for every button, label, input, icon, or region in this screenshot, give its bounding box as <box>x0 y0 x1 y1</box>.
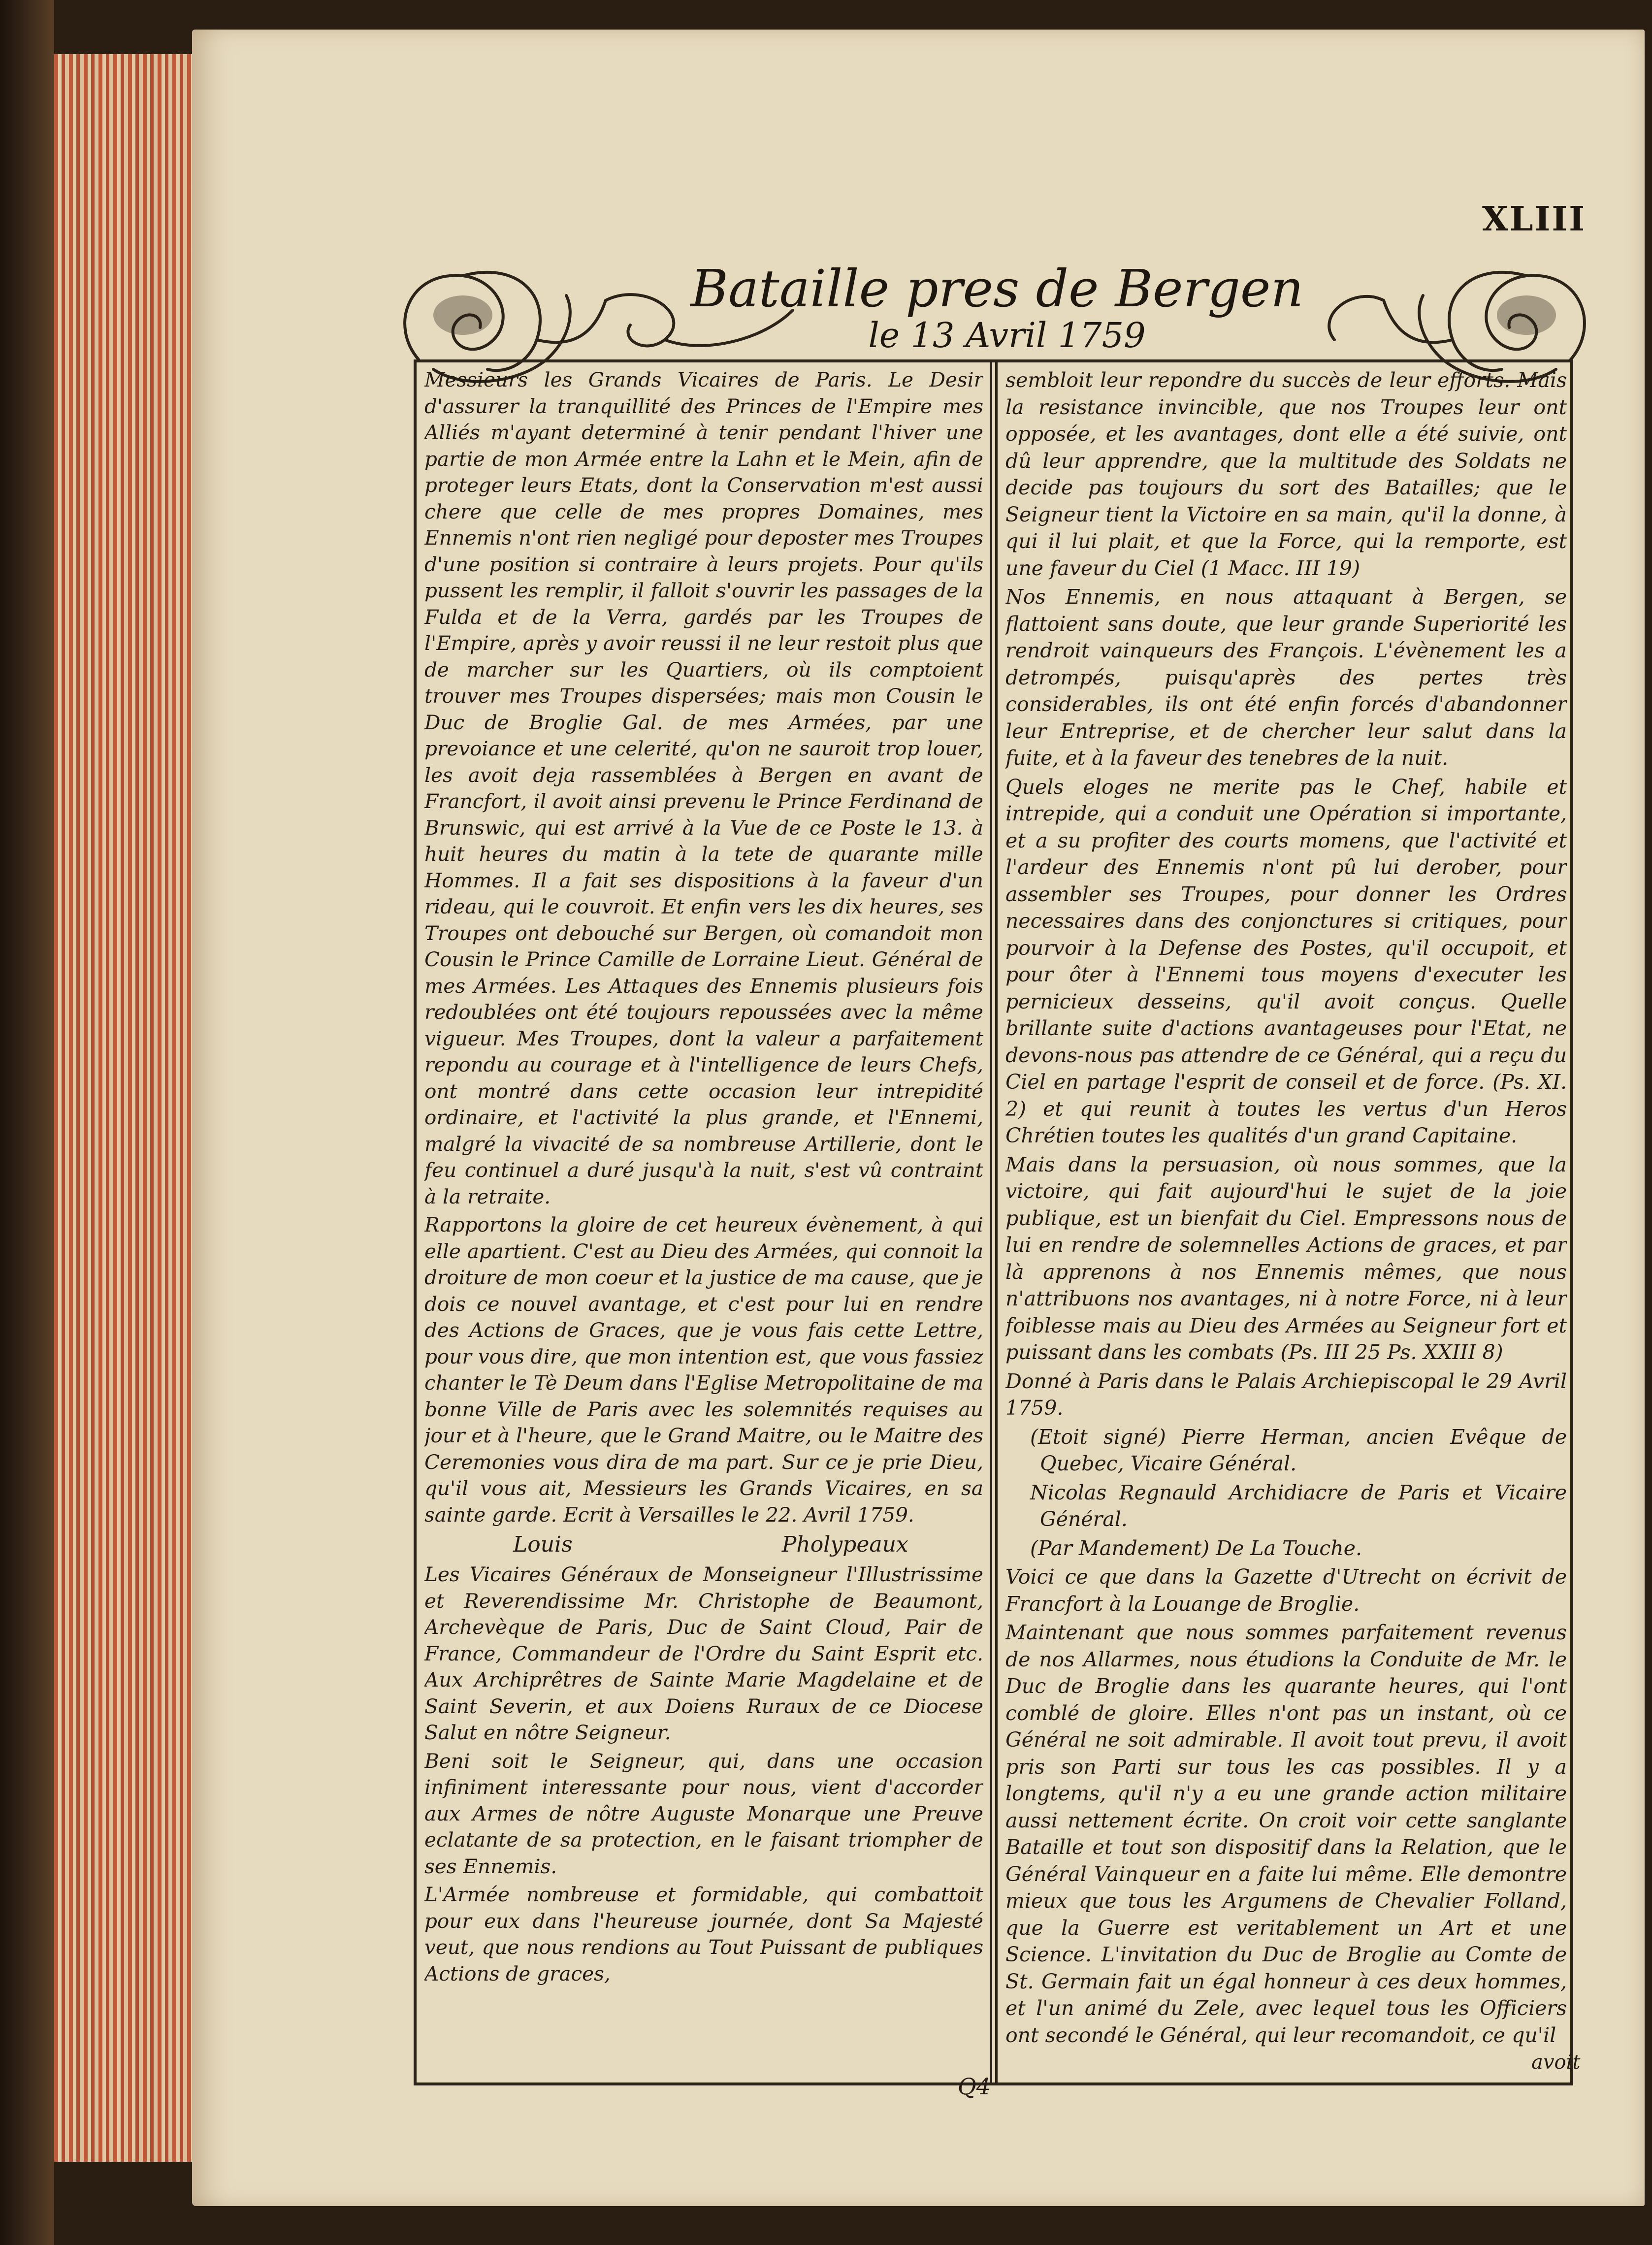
left-column <box>424 367 983 2071</box>
signatory-line: (Par Mandement) De La Touche. <box>1030 1536 1362 1560</box>
mandement-paragraph: Beni soit le Seigneur, qui, dans une occasion infiniment interessante pour nous, vient d'accorder aux Armes de nôtre Auguste Monarque une Preuve eclatante de sa protection, en le faisant triompher de ses Ennemis. <box>424 1749 983 1878</box>
mandement-paragraph: Quels eloges ne merite pas le Chef, habile et intrepide, qui a conduit une Opération si importante, et a su profiter des courts momens, que l'activité et l'ardeur des Ennemis n'ont pû lui derober, pour assembler ses Troupes, pour donner les Ordres necessaires dans des conjonctures si critiques, pour pourvoir à la Defense des Postes, qu'il occupoit, et pour ôter à l'Ennemi tous moyens d'executer les pernicieux desseins, qu'il avoit conçus. Quelle brillante suite d'actions avantageuses pour l'Etat, ne devons-nous pas attendre de ce Général, qui a reçu du Ciel en partage l'esprit de conseil et de force. (Ps. XI. 2) et qui reunit à toutes les vertus d'un Heros Chrétien toutes les qualités d'un grand Capitaine. <box>1005 775 1567 1147</box>
royal-letter-paragraph: Rapportons la gloire de cet heureux évènement, à qui elle apartient. C'est au Dieu des Armées, qui connoit la droiture de mon coeur et la justice de ma cause, que je dois ce nouvel avantage, et c'est pour lui en rendre des Actions de Graces, que je vous fais cette Lettre, pour vous dire, que mon intention est, que vous fassiez chanter le Tè Deum dans l'Eglise Metropolitaine de ma bonne Ville de Paris avec les solemnités requises au jour et à l'heure, que le Grand Maitre, ou le Maitre des Ceremonies vous dira de ma part. Sur ce je prie Dieu, qu'il vous ait, Messieurs les Grands Vicaires, en sa sainte garde. Ecrit à Versailles le 22. Avril 1759. <box>424 1213 983 1527</box>
signature-louis: Louis <box>513 1532 573 1557</box>
signature-mark: Q4 <box>958 2073 991 2100</box>
mandement-paragraph: Donné à Paris dans le Palais Archiepiscopal le 29 Avril 1759. <box>1005 1369 1567 1420</box>
mandement-paragraph: Les Vicaires Généraux de Monseigneur l'Illustrissime et Reverendissime Mr. Christophe de Beaumont, Archevèque de Paris, Duc de Saint Cloud, Pair de France, Commandeur de l'Ordre du Saint Esprit etc. Aux Archiprêtres de Sainte Marie Magdelaine et de Saint Severin, et aux Doiens Ruraux de ce Diocese Salut en nôtre Seigneur. <box>424 1562 983 1744</box>
book-binding <box>0 0 54 2245</box>
plate-number: XLIII <box>1482 199 1586 239</box>
right-column <box>1005 367 1567 2071</box>
gazette-paragraph: Maintenant que nous sommes parfaitement revenus de nos Allarmes, nous étudions la Conduite de Mr. le Duc de Broglie dans les quarante heures, qui l'ont comblé de gloire. Elles n'ont pas un instant, où ce Général ne soit admirable. Il avoit tout prevu, il avoit pris son Parti sur tous les cas possibles. Il y a longtems, qu'il n'y a eu une grande action militaire aussi nettement écrite. On croit voir cette sanglante Bataille et tout son dispositif dans la Relation, que le Général Vainqueur en a faite lui même. Elle demontre mieux que tous les Argumens de Chevalier Folland, que la Guerre est veritablement un Art et une Science. L'invitation du Duc de Broglie au Comte de St. Germain fait un égal honneur à ces deux hommes, et l'un animé du Zele, avec lequel tous les Officiers ont secondé le Général, qui leur recomandoit, ce qu'il <box>1005 1621 1567 2047</box>
royal-letter-paragraph: Messieurs les Grands Vicaires de Paris. Le Desir d'assurer la tranquillité des Princes de l'Empire mes Alliés m'ayant determiné à tenir pendant l'hiver une partie de mon Armée entre la Lahn et le Mein, afin de proteger leurs Etats, dont la Conservation m'est aussi chere que celle de mes propres Domaines, mes Ennemis n'ont rien negligé pour deposter mes Troupes d'une position si contraire à leurs projets. Pour qu'ils pussent les remplir, il falloit s'ouvrir les passages de la Fulda et de la Verra, gardés par les Troupes de l'Empire, après y avoir reussi il ne leur restoit plus que de marcher sur les Quartiers, où ils comptoient trouver mes Troupes dispersées; mais mon Cousin le Duc de Broglie Gal. de mes Armées, par une prevoiance et une celerité, qu'on ne sauroit trop louer, les avoit deja rassemblées à Bergen en avant de Francfort, il avoit ainsi prevenu le Prince Ferdinand de Brunswic, qui est arrivé à la Vue de ce Poste le 13. à huit heures du matin à la tete de quarante mille Hommes. Il a fait ses dispositions à la faveur d'un rideau, qui le couvroit. Et enfin vers les dix heures, ses Troupes ont debouché sur Bergen, où comandoit mon Cousin le Prince Camille de Lorraine Lieut. Général de mes Armées. Les Attaques des Ennemis plusieurs fois redoublées ont été toujours repoussées avec la même vigueur. Mes Troupes, dont la valeur a parfaitement repondu au courage et à l'intelligence de leurs Chefs, ont montré dans cette occasion leur intrepidité ordinaire, et l'activité la plus grande, et l'Ennemi, malgré la vivacité de sa nombreuse Artillerie, dont le feu continuel a duré jusqu'à la nuit, s'est vû contraint à la retraite. <box>424 368 983 1208</box>
gazette-paragraph: Voici ce que dans la Gazette d'Utrecht on écrivit de Francfort à la Louange de Broglie. <box>1005 1565 1567 1616</box>
signature-phelypeaux: Pholypeaux <box>781 1532 908 1557</box>
mandement-paragraph: sembloit leur repondre du succès de leur efforts. Mais la resistance invincible, que nos Troupes leur ont opposée, et les avantages, dont elle a été suivie, ont dû leur apprendre, que la multitude des Soldats ne decide pas toujours du sort des Batailles; que le Seigneur tient la Victoire en sa main, qu'il la donne, à qui il lui plait, et que la Force, qui la remporte, est une faveur du Ciel (1 Macc. III 19) <box>1005 368 1567 580</box>
mandement-paragraph: Mais dans la persuasion, où nous sommes, que la victoire, qui fait aujourd'hui le sujet de la joie publique, est un bienfait du Ciel. Empressons nous de lui en rendre de solemnelles Actions de graces, et par là apprenons à nos Ennemis mêmes, que nous n'attribuons nos avantages, ni à notre Force, ni à leur foiblesse mais au Dieu des Armées au Seigneur fort et puissant dans les combats (Ps. III 25 Ps. XXIII 8) <box>1005 1152 1567 1364</box>
catchword: avoit <box>1531 2051 1581 2074</box>
document-date: le 13 Avril 1759 <box>868 315 1146 356</box>
royal-signatures <box>424 1531 983 1559</box>
mandement-paragraph: Nos Ennemis, en nous attaquant à Bergen, se flattoient sans doute, que leur grande Superiorité les rendroit vainqueurs des François. L'évènement les a detrompés, puisqu'après des pertes très considerables, ils ont été enfin forcés d'abandonner leur Entreprise, et de chercher leur salut dans la fuite, et à la faveur des tenebres de la nuit. <box>1005 585 1567 770</box>
page-edges <box>54 54 202 2162</box>
signatory-line: (Etoit signé) Pierre Herman, ancien Evêque de Quebec, Vicaire Général. <box>1030 1425 1567 1475</box>
document-title: Bataille pres de Bergen <box>690 259 1304 319</box>
mandement-paragraph: L'Armée nombreuse et formidable, qui combattoit pour eux dans l'heureuse journée, dont Sa Majesté veut, que nous rendions au Tout Puissant de publiques Actions de graces, <box>424 1883 983 1985</box>
column-divider <box>990 359 998 2085</box>
signatory-line: Nicolas Regnauld Archidiacre de Paris et Vicaire Général. <box>1030 1480 1567 1531</box>
